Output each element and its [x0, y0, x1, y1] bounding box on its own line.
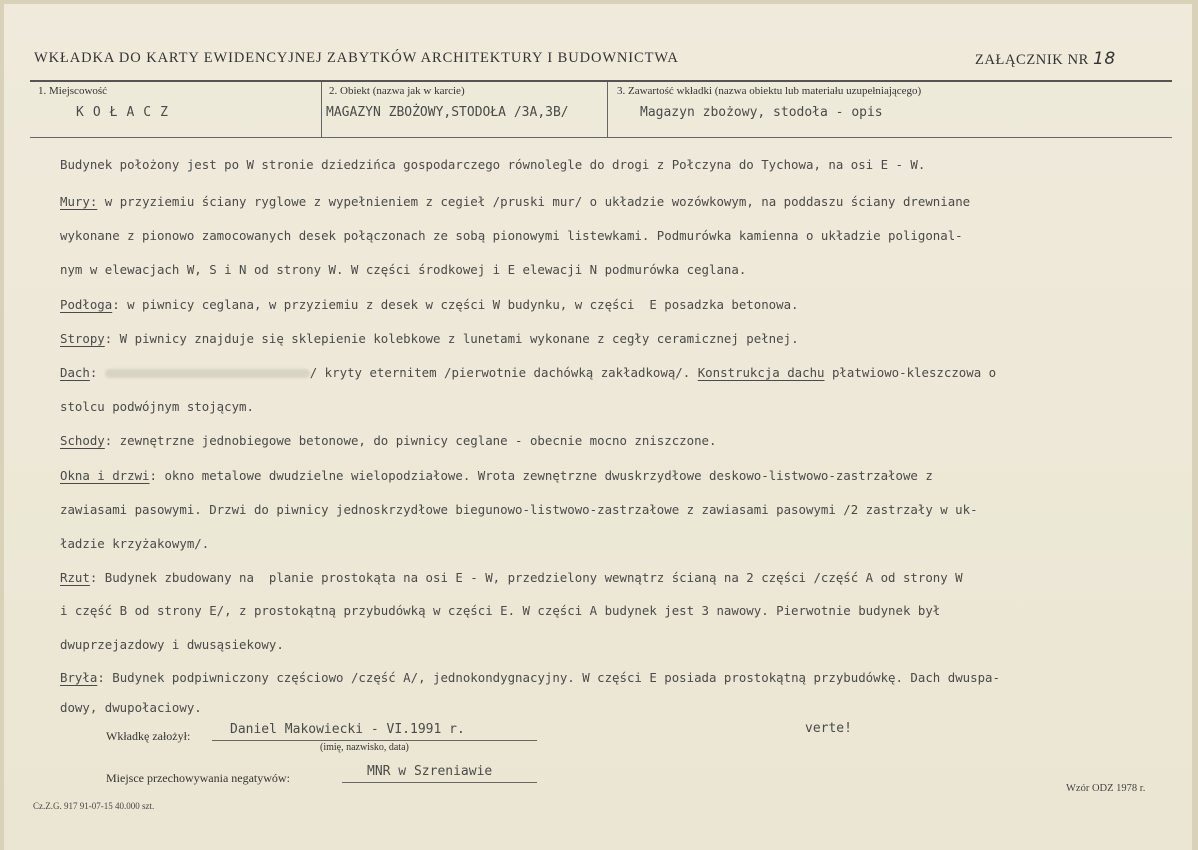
field-contents-value: Magazyn zbożowy, stodoła - opis: [640, 105, 883, 120]
section-heading-stairs: Schody: [60, 433, 105, 448]
field-contents-label: 3. Zawartość wkładki (nazwa obiektu lub materiału uzupełniającego): [617, 85, 922, 97]
text-line: Bryła: Budynek podpiwniczony częściowo /część A/, jednokondygnacyjny. W części E posiada prostokątną przybudówkę. Dach dwuspa-: [60, 670, 1000, 685]
section-heading-walls: Mury:: [60, 194, 98, 209]
text-line: stolcu podwójnym stojącym.: [60, 399, 254, 414]
card-edge: [1192, 0, 1198, 850]
attachment-label: ZAŁĄCZNIK NR: [975, 52, 1089, 68]
verte-note: verte!: [805, 721, 852, 736]
author-hint: (imię, nazwisko, data): [320, 742, 409, 753]
attachment-number-value: 18: [1092, 49, 1116, 69]
section-heading-roof: Dach: [60, 365, 90, 380]
author-label: Wkładkę założył:: [106, 729, 191, 743]
text-line: ładzie krzyżakowym/.: [60, 536, 210, 551]
section-heading-ceilings: Stropy: [60, 331, 105, 346]
section-heading-massing: Bryła: [60, 670, 98, 685]
text-line: Schody: zewnętrzne jednobiegowe betonowe, do piwnicy ceglane - obecnie mocno zniszczone.: [60, 433, 717, 448]
text-line: dowy, dwupołaciowy.: [60, 700, 202, 715]
card-edge: [0, 0, 1198, 4]
text-line: zawiasami pasowymi. Drzwi do piwnicy jednoskrzydłowe biegunowo-listwowo-zastrzałowe z zawiasami pasowymi /2 zastrzały w uk-: [60, 502, 978, 517]
negatives-label: Miejsce przechowywania negatywów:: [106, 771, 290, 785]
field-divider: [321, 82, 322, 137]
section-heading-floor: Podłoga: [60, 297, 113, 312]
text-line: Stropy: W piwnicy znajduje się sklepienie kolebkowe z lunetami wykonane z cegły ceramicznej pełnej.: [60, 331, 799, 346]
text-line: nym w elewacjach W, S i N od strony W. W części środkowej i E elewacji N podmurówka ceglana.: [60, 262, 747, 277]
form-title: WKŁADKA DO KARTY EWIDENCYJNEJ ZABYTKÓW ARCHITEKTURY I BUDOWNICTWA: [34, 50, 679, 66]
field-divider: [607, 82, 608, 137]
text-line: i część B od strony E/, z prostokątną przybudówką w części E. W części A budynek jest 3 nawowy. Pierwotnie budynek był: [60, 603, 941, 618]
header-rule: [30, 80, 1172, 82]
section-heading-plan: Rzut: [60, 570, 90, 585]
redacted-area: [105, 369, 310, 378]
fields-rule: [30, 137, 1172, 138]
section-heading-roof-structure: Konstrukcja dachu: [697, 365, 825, 380]
field-locality-label: 1. Miejscowość: [38, 85, 108, 97]
section-heading-windows-doors: Okna i drzwi: [60, 468, 150, 483]
text-line: dwuprzejazdowy i dwusąsiekowy.: [60, 637, 284, 652]
form-template: Wzór ODZ 1978 r.: [1066, 783, 1146, 794]
field-object-value: MAGAZYN ZBOŻOWY,STODOŁA /3A,3B/: [326, 105, 569, 120]
negatives-line: [342, 782, 537, 783]
field-locality-value: KOŁACZ: [76, 105, 177, 120]
negatives-value: MNR w Szreniawie: [367, 764, 493, 779]
text-line: Budynek położony jest po W stronie dziedzińca gospodarczego równolegle do drogi z Połczyna do Tychowa, na osi E - W.: [60, 157, 926, 172]
card-edge: [0, 0, 4, 850]
author-line: [212, 740, 537, 741]
text-line: Podłoga: w piwnicy ceglana, w przyziemiu z desek w części W budynku, w części E posadzka betonowa.: [60, 297, 799, 312]
field-object-label: 2. Obiekt (nazwa jak w karcie): [329, 85, 465, 97]
attachment-number: [975, 49, 1116, 69]
print-code: Cz.Z.G. 917 91-07-15 40.000 szt.: [33, 801, 155, 811]
text-line: Dach: / kryty eternitem /pierwotnie dachówką zakładkową/. Konstrukcja dachu płatwiowo-kleszczowa o: [60, 365, 997, 380]
author-value: Daniel Makowiecki - VI.1991 r.: [230, 722, 465, 737]
text-line: Okna i drzwi: okno metalowe dwudzielne wielopodziałowe. Wrota zewnętrzne dwuskrzydłowe deskowo-listwowo-zastrzałowe z: [60, 468, 933, 483]
text-line: Mury: w przyziemiu ściany ryglowe z wypełnieniem z cegieł /pruski mur/ o układzie wozówkowym, na poddaszu ściany drewniane: [60, 194, 971, 209]
text-line: wykonane z pionowo zamocowanych desek połączonach ze sobą pionowymi listewkami. Podmurówka kamienna o układzie poligonal-: [60, 228, 963, 243]
text-line: Rzut: Budynek zbudowany na planie prostokąta na osi E - W, przedzielony wewnątrz ścianą na 2 części /część A od strony W: [60, 570, 963, 585]
